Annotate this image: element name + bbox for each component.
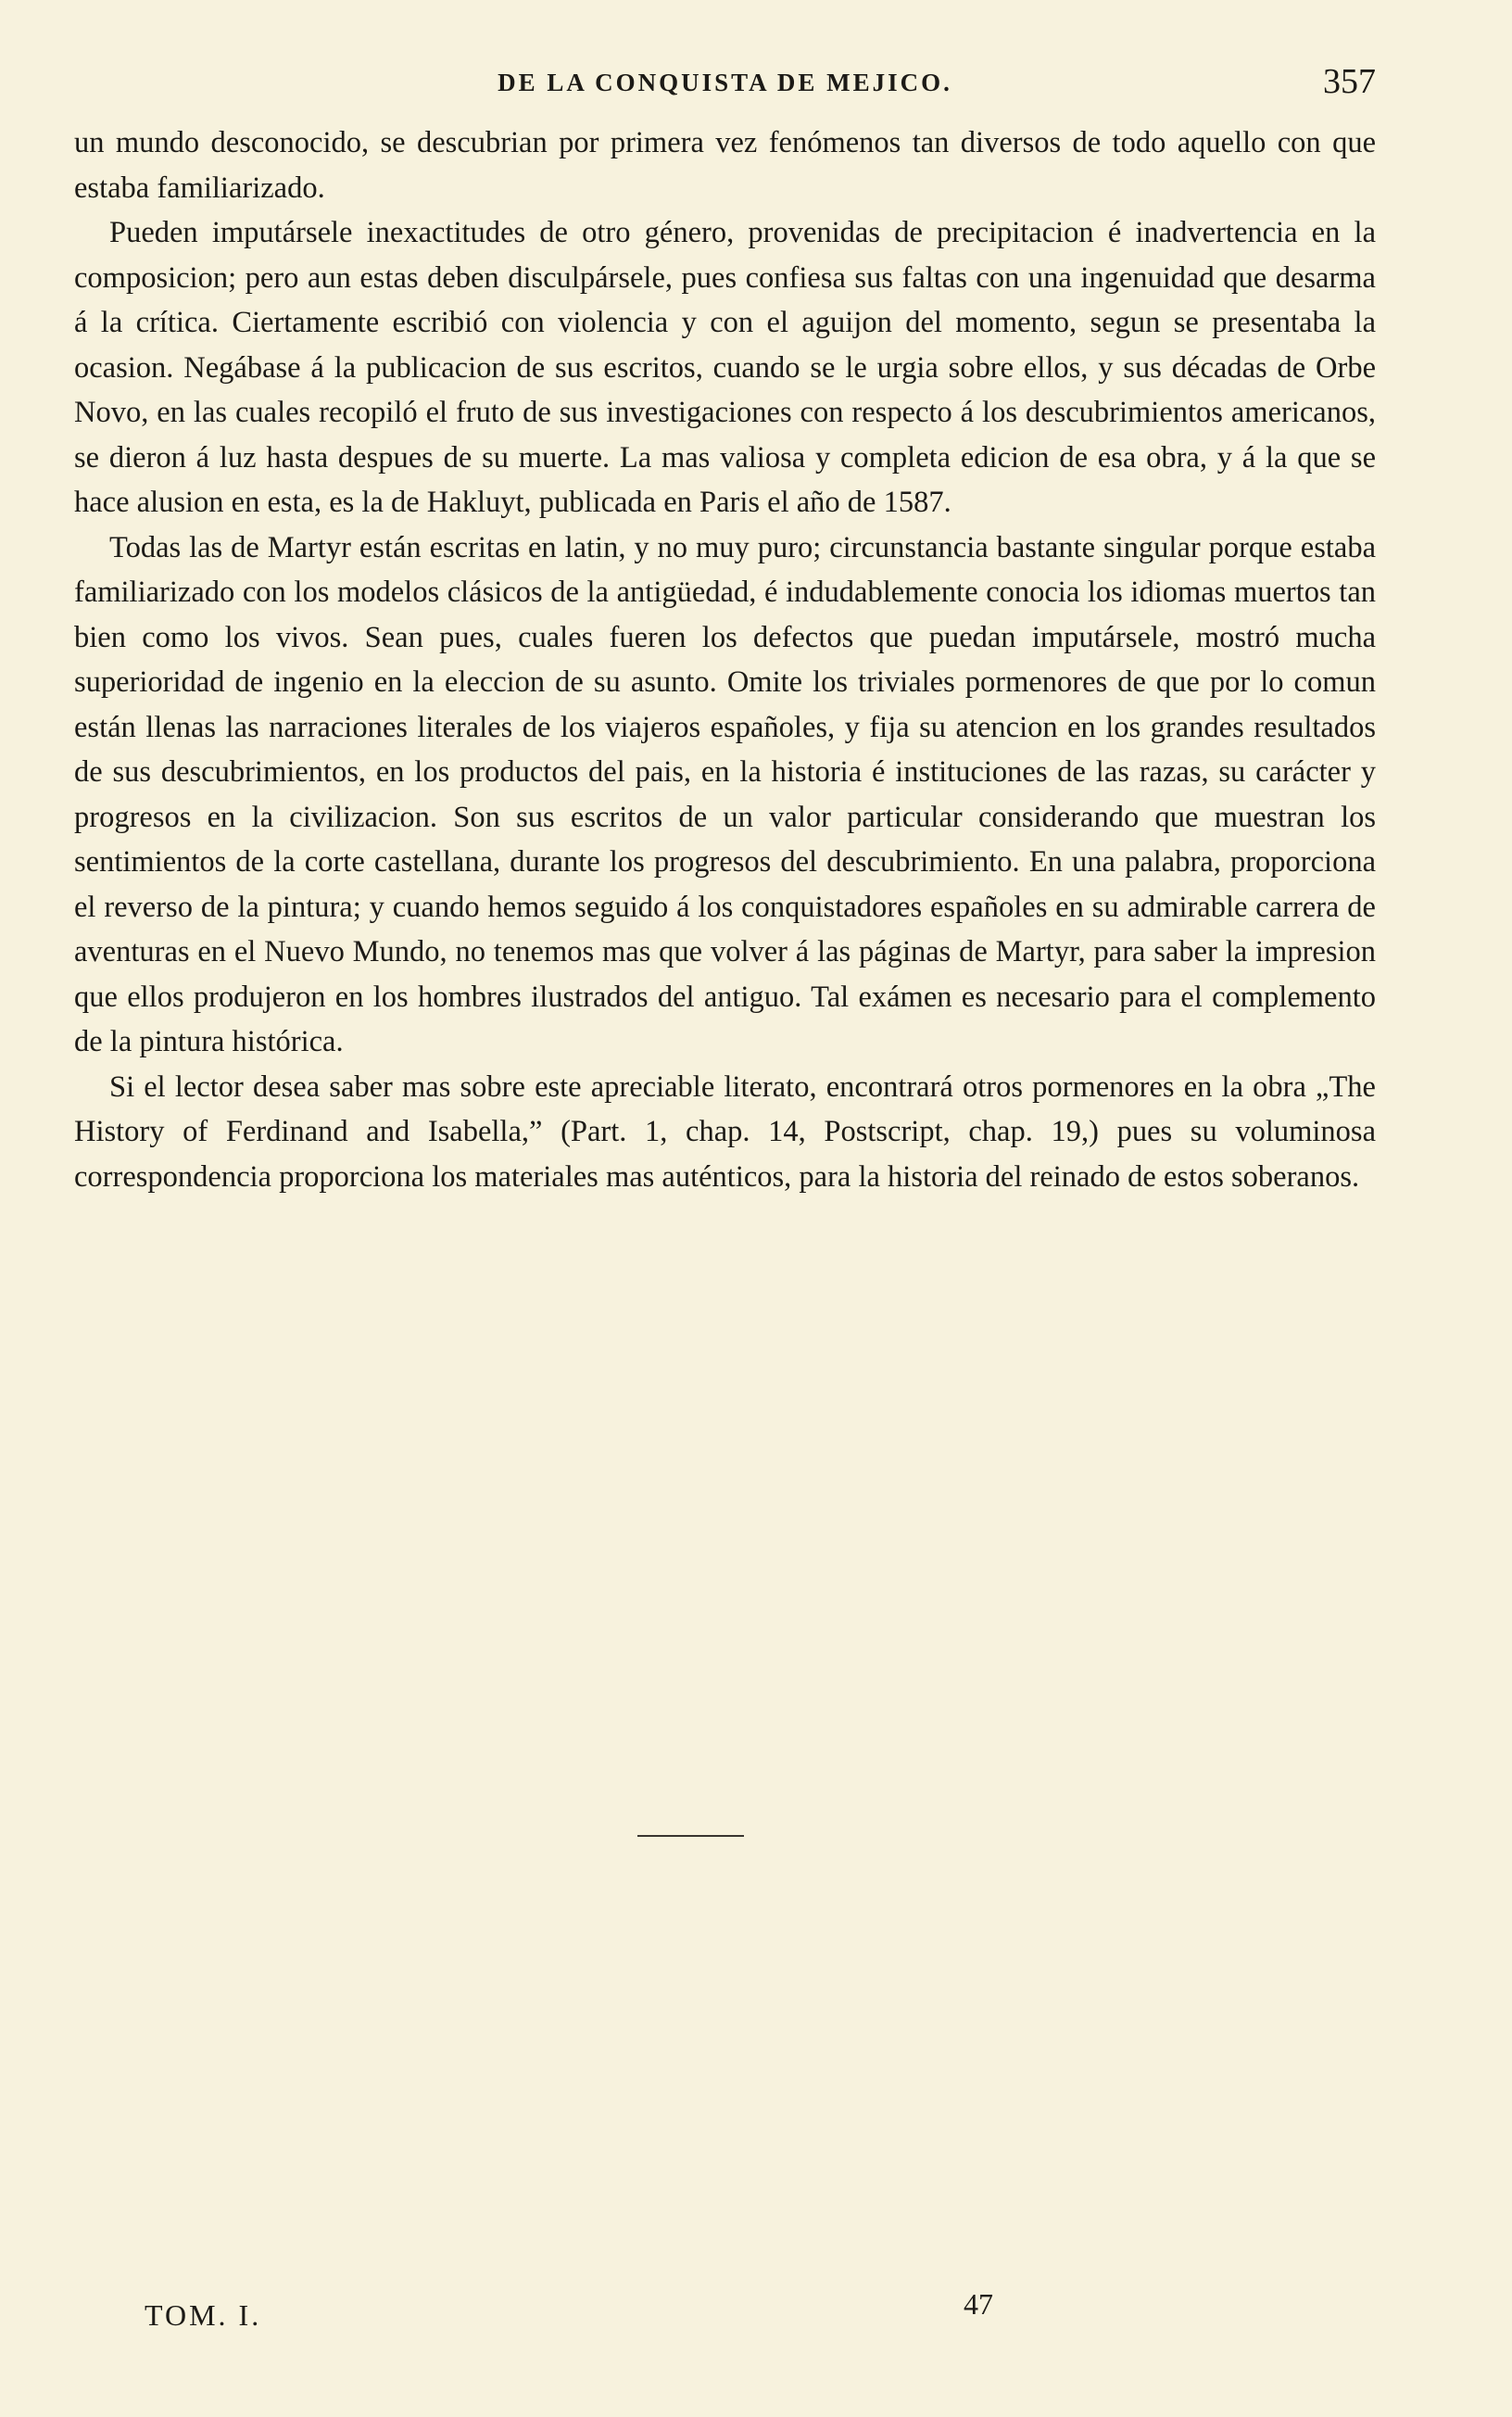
page-header [74, 61, 1376, 108]
paragraph-inexactitudes: Pueden imputársele inexactitudes de otro género, provenidas de precipitacion é inadvertencia en la composicion; pero aun estas deben disculpársele, pues confiesa sus faltas con una ingenuidad que desarma á la crítica. Ciertamente escribió con violencia y con el aguijon del momento, segun se presentaba la ocasion. Negábase á la publicacion de sus escritos, cuando se le urgia sobre ellos, y sus décadas de Orbe Novo, en las cuales recopiló el fruto de sus investigaciones con respecto á los descubrimientos americanos, se dieron á luz hasta despues de su muerte. La mas valiosa y completa edicion de esa obra, y á la que se hace alusion en esta, es la de Hakluyt, publicada en Paris el año de 1587. [74, 216, 1376, 519]
page-number: 357 [1323, 62, 1376, 101]
signature-mark: 47 [964, 2287, 993, 2321]
running-title: DE LA CONQUISTA DE MEJICO. [498, 69, 952, 96]
volume-label: TOM. I. [145, 2298, 262, 2332]
paragraph-continuation: un mundo desconocido, se descubrian por primera vez fenómenos tan diversos de todo aquello con que estaba familiarizado. [74, 126, 1376, 205]
paragraph-martyr-latin: Todas las de Martyr están escritas en latin, y no muy puro; circunstancia bastante singular porque estaba familiarizado con los modelos clásicos de la antigüedad, é indudablemente conocia los idiomas muertos tan bien como los vivos. Sean pues, cuales fueren los defectos que puedan imputársele, mostró mucha superioridad de ingenio en la eleccion de su asunto. Omite los triviales pormenores de que por lo comun están llenas las narraciones literales de los viajeros españoles, y fija su atencion en los grandes resultados de sus descubrimientos, en los productos del pais, en la historia é instituciones de las razas, su carácter y progresos en la civilizacion. Son sus escritos de un valor particular considerando que muestran los sentimientos de la corte castellana, durante los progresos del descubrimiento. En una palabra, proporciona el reverso de la pintura; y cuando hemos seguido á los conquistadores españoles en su admirable carrera de aventuras en el Nuevo Mundo, no tenemos mas que volver á las páginas de Martyr, para saber la impresion que ellos produjeron en los hombres ilustrados del antiguo. Tal exámen es necesario para el complemento de la pintura histórica. [74, 530, 1376, 1058]
section-divider [637, 1835, 744, 1837]
paragraph-further-reading: Si el lector desea saber mas sobre este apreciable literato, encontrará otros pormenores en la obra „The History of Ferdinand and Isabella,” (Part. 1, chap. 14, Postscript, chap. 19,) pues su voluminosa correspondencia proporciona los materiales mas auténticos, para la historia del reinado de estos soberanos. [74, 1069, 1376, 1194]
body-text [74, 120, 1376, 1199]
